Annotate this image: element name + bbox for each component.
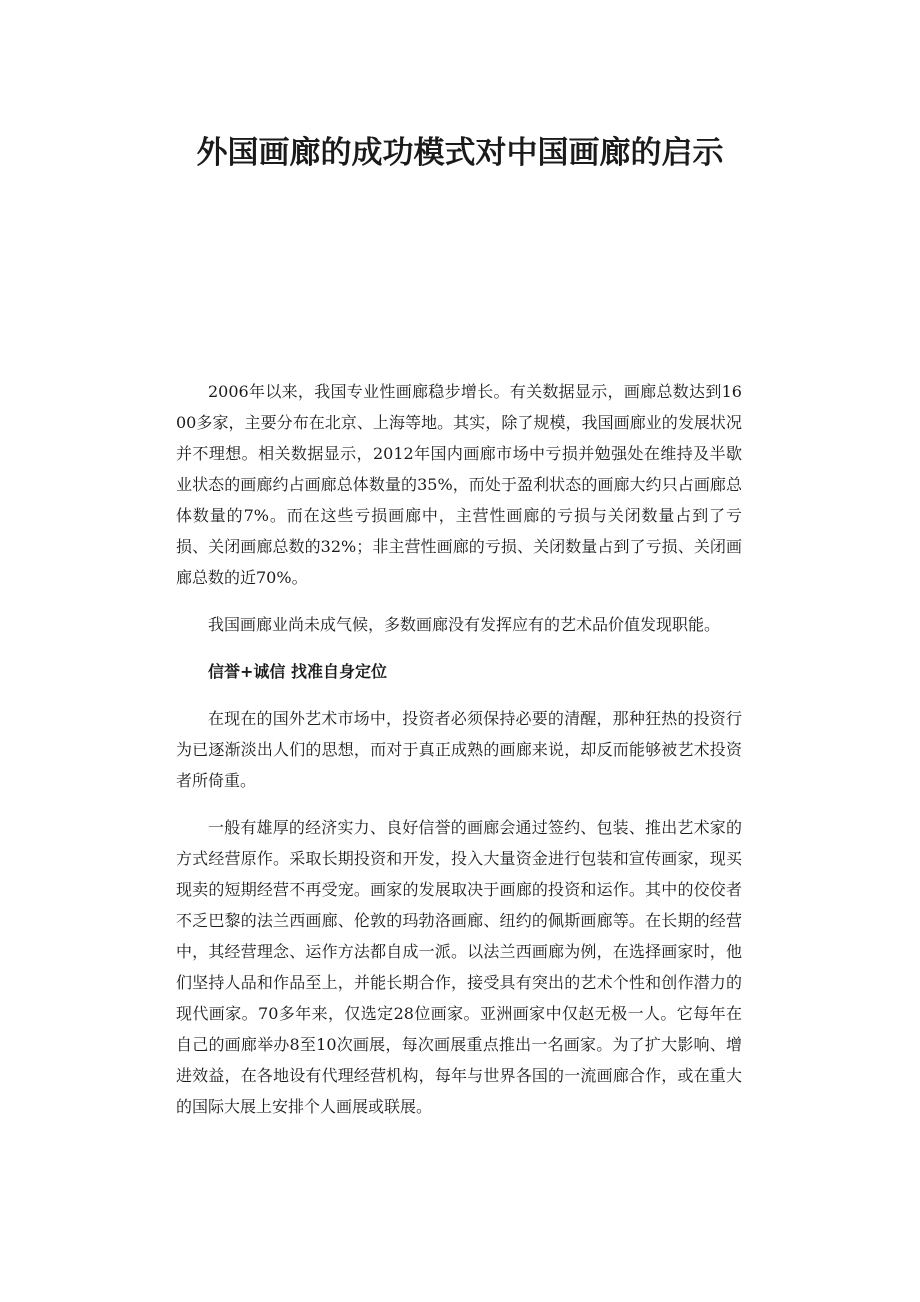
document-title: 外国画廊的成功模式对中国画廊的启示: [196, 135, 724, 171]
section-subheading: 信誉+诚信 找准自身定位: [208, 662, 387, 681]
paragraph-gallery-statistics: 2006年以来，我国专业性画廊稳步增长。有关数据显示，画廊总数达到1600多家，主要分布在北京、上海等地。其实，除了规模，我国画廊业的发展状况并不理想。相关数据显示，2012年国内画廊市场中亏损并勉强处在维持及半歇业状态的画廊约占画廊总体数量的35%，而处于盈利状态的画廊大约只占画廊总体数量的7%。而在这些亏损画廊中，主营性画廊的亏损与关闭数量占到了亏损、关闭画廊总数的32%；非主营性画廊的亏损、关闭数量占到了亏损、关闭画廊总数的近70%。: [176, 382, 742, 587]
paragraph-foreign-market: 在现在的国外艺术市场中，投资者必须保持必要的清醒，那种狂热的投资行为已逐渐淡出人们的思想，而对于真正成熟的画廊来说，却反而能够被艺术投资者所倚重。: [176, 709, 742, 790]
document-body: [176, 376, 742, 1138]
paragraph-industry-immature: 我国画廊业尚未成气候，多数画廊没有发挥应有的艺术品价值发现职能。: [208, 615, 721, 634]
paragraph-gallery-operations: 一般有雄厚的经济实力、良好信誉的画廊会通过签约、包装、推出艺术家的方式经营原作。采取长期投资和开发，投入大量资金进行包装和宣传画家，现买现卖的短期经营不再受宠。画家的发展取决于画廊的投资和运作。其中的佼佼者不乏巴黎的法兰西画廊、伦敦的玛勃洛画廊、纽约的佩斯画廊等。在长期的经营中，其经营理念、运作方法都自成一派。以法兰西画廊为例，在选择画家时，他们坚持人品和作品至上，并能长期合作，接受具有突出的艺术个性和创作潜力的现代画家。70多年来，仅选定28位画家。亚洲画家中仅赵无极一人。它每年在自己的画廊举办8至10次画展，每次画展重点推出一名画家。为了扩大影响、增进效益，在各地设有代理经营机构，每年与世界各国的一流画廊合作，或在重大的国际大展上安排个人画展或联展。: [176, 818, 742, 1116]
